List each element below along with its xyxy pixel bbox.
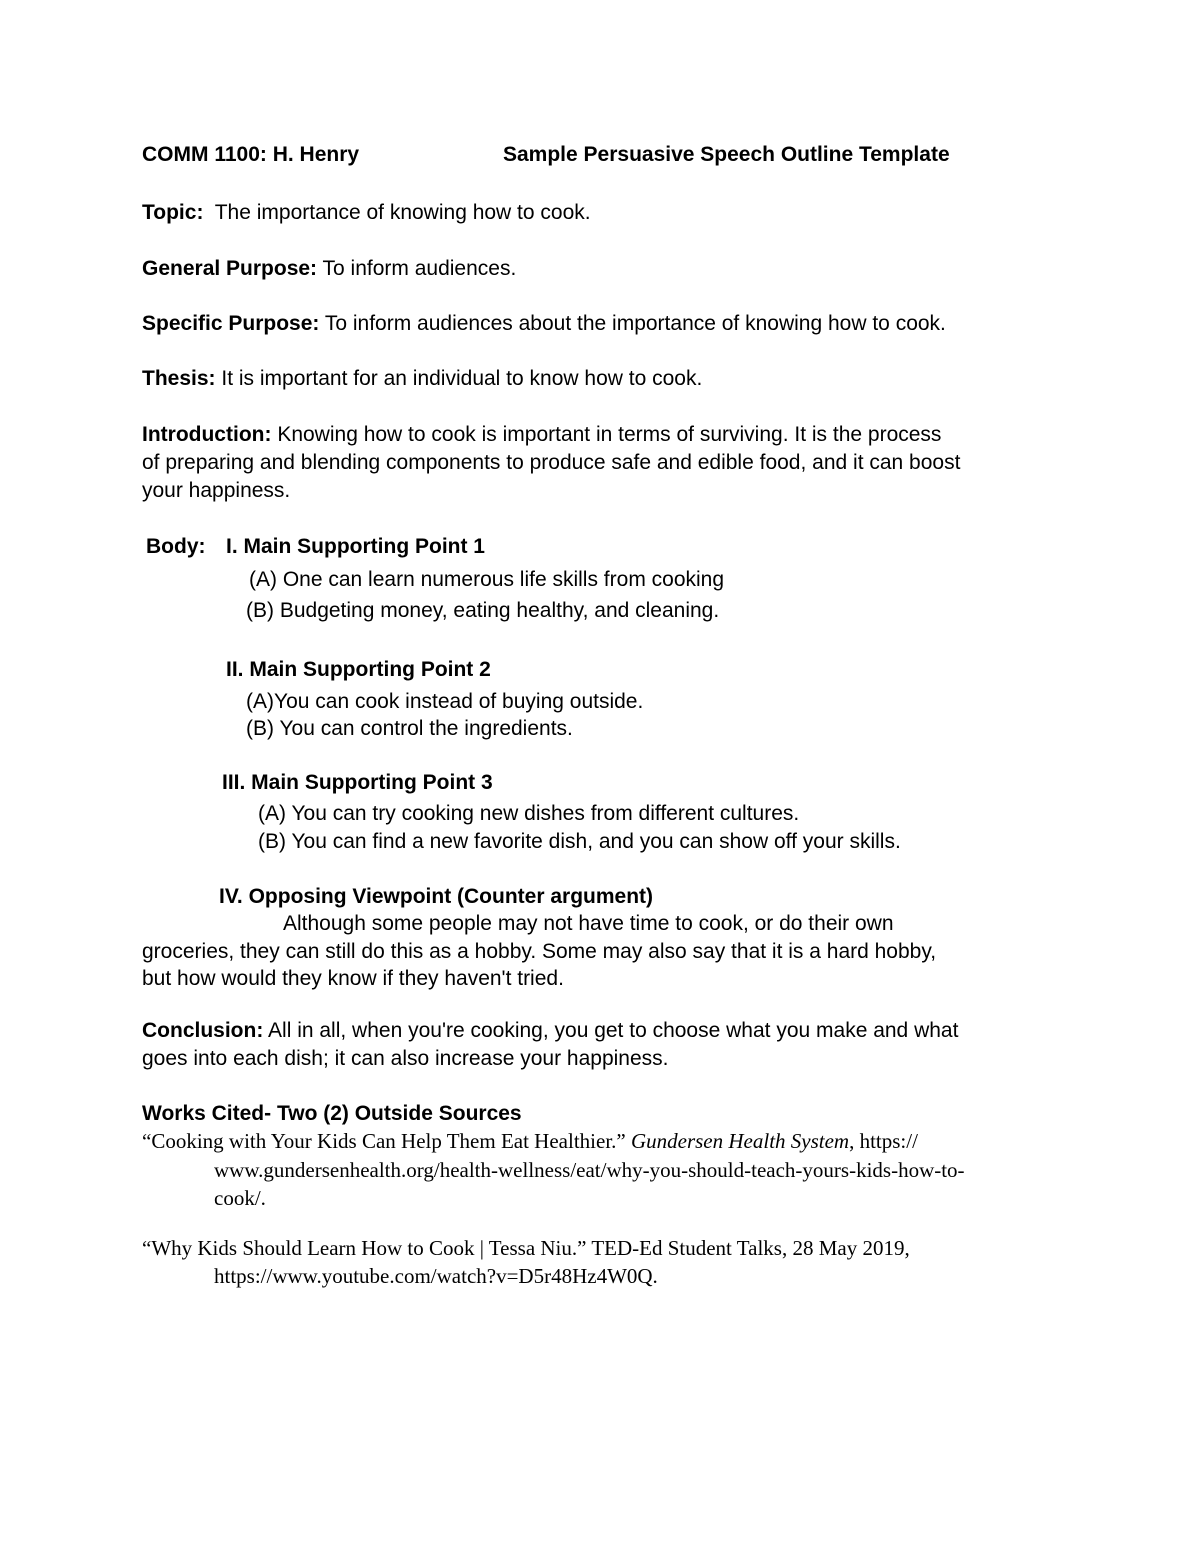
point-1-sub-a: (A) One can learn numerous life skills from cooking <box>249 568 725 591</box>
topic-text: The importance of knowing how to cook. <box>214 201 591 224</box>
specific-purpose-line <box>142 312 946 336</box>
introduction-label: Introduction: <box>142 423 272 446</box>
course-label: COMM 1100: H. Henry <box>142 143 360 166</box>
counter-line-2: groceries, they can still do this as a hobby. Some may also say that it is a hard hobby, <box>142 940 937 963</box>
body-label: Body: <box>146 535 206 558</box>
counter-line-3: but how would they know if they haven't tried. <box>142 967 564 990</box>
conclusion-text-1: All in all, when you're cooking, you get to choose what you make and what <box>268 1019 959 1042</box>
point-2-sub-b: (B) You can control the ingredients. <box>246 717 573 740</box>
point-3-sub-b: (B) You can find a new favorite dish, and you can show off your skills. <box>258 830 901 853</box>
introduction-line-3: your happiness. <box>142 479 291 502</box>
conclusion-line-2: goes into each dish; it can also increase your happiness. <box>142 1047 669 1070</box>
source-2-line-1: “Why Kids Should Learn How to Cook | Tessa Niu.” TED-Ed Student Talks, 28 May 2019, <box>142 1236 910 1260</box>
point-1-sub-b: (B) Budgeting money, eating healthy, and cleaning. <box>246 599 720 622</box>
source-1-url-start[interactable]: , https:// <box>849 1129 918 1153</box>
point-3-heading: III. Main Supporting Point 3 <box>222 771 493 794</box>
general-purpose-label: General Purpose: <box>142 257 318 280</box>
thesis-label: Thesis: <box>142 367 216 390</box>
general-purpose-line <box>142 257 516 281</box>
counter-heading: IV. Opposing Viewpoint (Counter argument) <box>219 885 654 908</box>
specific-purpose-text: To inform audiences about the importance of knowing how to cook. <box>324 312 946 335</box>
counter-line-1: Although some people may not have time to cook, or do their own <box>283 912 894 935</box>
document-title: Sample Persuasive Speech Outline Template <box>503 143 950 166</box>
thesis-text: It is important for an individual to know how to cook. <box>221 367 703 390</box>
topic-line <box>142 201 591 225</box>
source-1-publisher: Gundersen Health System <box>630 1129 850 1153</box>
specific-purpose-label: Specific Purpose: <box>142 312 320 335</box>
point-3-sub-a: (A) You can try cooking new dishes from different cultures. <box>258 802 800 825</box>
introduction-text-1: Knowing how to cook is important in terms of surviving. It is the process <box>277 423 942 446</box>
point-2-sub-a: (A)You can cook instead of buying outside. <box>246 690 644 713</box>
conclusion-line-1 <box>142 1019 958 1043</box>
general-purpose-text: To inform audiences. <box>322 257 517 280</box>
source-2-url[interactable]: https://www.youtube.com/watch?v=D5r48Hz4W0Q. <box>214 1264 658 1288</box>
point-2-heading: II. Main Supporting Point 2 <box>226 658 491 681</box>
introduction-line-2: of preparing and blending components to produce safe and edible food, and it can boost <box>142 451 961 474</box>
thesis-line <box>142 367 702 391</box>
topic-label: Topic: <box>142 201 204 224</box>
conclusion-label: Conclusion: <box>142 1019 264 1042</box>
introduction-line-1 <box>142 423 941 447</box>
point-1-heading: I. Main Supporting Point 1 <box>226 535 485 558</box>
source-1-url-line-3[interactable]: cook/. <box>214 1186 266 1210</box>
source-1-line-1 <box>142 1129 918 1154</box>
source-1-title: “Cooking with Your Kids Can Help Them Eat Healthier.” <box>142 1129 626 1153</box>
works-cited-heading: Works Cited- Two (2) Outside Sources <box>142 1102 522 1125</box>
source-1-url-line-2[interactable]: www.gundersenhealth.org/health-wellness/eat/why-you-should-teach-yours-kids-how-to- <box>214 1158 965 1182</box>
